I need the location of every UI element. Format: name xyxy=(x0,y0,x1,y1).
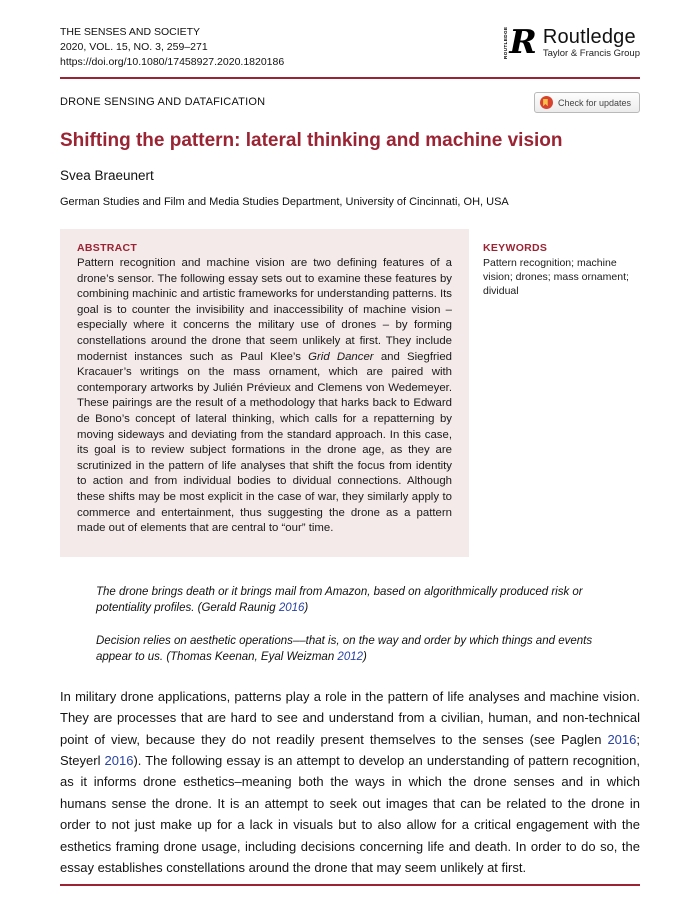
journal-doi: https://doi.org/10.1080/17458927.2020.1820186 xyxy=(60,56,285,68)
routledge-r-glyph: R xyxy=(509,22,537,61)
body-seg: In military drone applications, patterns play a role in the pattern of life analyses and machine vision. They are processes that are hard to see and understand from a civilian, human, and non-technical point of view, because they do not readily present themselves to the senses (see Paglen xyxy=(60,688,640,747)
body-paragraph-1 xyxy=(60,686,640,879)
author-affiliation: German Studies and Film and Media Studies Department, University of Cincinnati, OH, USA xyxy=(60,196,509,208)
quote-close: ) xyxy=(304,601,309,614)
abstract-seg: Pattern recognition and machine vision are two defining features of a drone’s sensor. The following essay sets out to examine these features by combining machinic and artistic frameworks for understanding patterns. Its goal is to counter the invisibility and inaccessibility of machine vision – especially where it concerns the military use of drones – by forming constellations around the drone that seem unlikely at first. They include modernist instances such as Paul Klee’s xyxy=(77,257,452,363)
check-for-updates-label: Check for updates xyxy=(557,97,631,108)
keywords-text: Pattern recognition; machine vision; drones; mass ornament; dividual xyxy=(483,257,629,297)
abstract-work-title: Grid Dancer xyxy=(308,350,374,363)
citation-link-paglen-2016[interactable]: 2016 xyxy=(607,731,637,747)
article-section-label: DRONE SENSING AND DATAFICATION xyxy=(60,96,266,108)
keywords-column xyxy=(483,229,630,298)
crossmark-icon xyxy=(540,96,553,109)
citation-link-raunig-2016[interactable]: 2016 xyxy=(278,601,305,614)
quote-text: Decision relies on aesthetic operations––that is, on the way and order by which things and events appear to us. (Thomas Keenan, Eyal Weizman xyxy=(96,634,593,663)
publisher-logo xyxy=(503,22,640,60)
routledge-logo-icon xyxy=(503,24,536,60)
publisher-name: Routledge xyxy=(542,26,636,48)
quote-close: ) xyxy=(363,650,367,663)
abstract-label: ABSTRACT xyxy=(77,242,138,254)
keywords-label: KEYWORDS xyxy=(483,242,548,254)
footer-rule xyxy=(60,884,640,886)
section-row xyxy=(60,92,640,113)
article-title: Shifting the pattern: lateral thinking and machine vision xyxy=(60,130,563,151)
header-rule xyxy=(60,77,640,79)
publisher-tagline: Taylor & Francis Group xyxy=(542,48,640,59)
citation-link-steyerl-2016[interactable]: 2016 xyxy=(104,752,134,768)
abstract-area xyxy=(60,229,640,557)
body-seg: ; Steyerl xyxy=(60,731,640,768)
publisher-wordmark xyxy=(543,26,640,59)
abstract-text xyxy=(77,256,452,537)
epigraph-quote-2 xyxy=(96,633,626,665)
body-seg: ). The following essay is an attempt to develop an understanding of pattern recognition, as it informs drone esthetics–meaning both the ways in which the drone senses and in which humans sense the drone. It is an attempt to seek out images that can be related to the drone in order to not just make up for a lack in visuals but to also allow for a critical engagement with the esthetics framing drone usage, including decisions concerning life and death. In order to do so, the essay establishes constellations around the drone that may seem unlikely at first. xyxy=(60,752,640,875)
abstract-seg: and Siegfried Kracauer’s writings on the mass ornament, which are paired with contemporary artworks by Julién Prévieux and Clemens von Wedemeyer. These pairings are the result of a methodology that harks back to Edward de Bono’s concept of lateral thinking, which calls for a repatterning by moving sideways and deviating from the standard approach. In this case, its goal is to review subject formations in the drone age, as they are scrutinized in the pattern of life analyses that shift the focus from identity to action and from individual bodies to dividual connections. Although these shifts may be most explicit in the case of war, they similarly apply to commerce and entertainment, thus suggesting the drone as a pattern made out of elements that are central to “our” time. xyxy=(77,350,453,535)
routledge-vertical-text: ROUTLEDGE xyxy=(503,26,509,60)
quote-text: The drone brings death or it brings mail from Amazon, based on algorithmically produced risk or potentiality profiles. (Gerald Raunig xyxy=(96,585,583,614)
check-for-updates-button[interactable] xyxy=(534,92,640,113)
journal-issue: 2020, VOL. 15, NO. 3, 259–271 xyxy=(60,41,208,53)
author-name: Svea Braeunert xyxy=(60,168,154,183)
epigraph-quote-1 xyxy=(96,584,626,616)
abstract-box xyxy=(60,229,469,557)
journal-meta xyxy=(60,22,284,70)
journal-name: THE SENSES AND SOCIETY xyxy=(60,26,201,38)
page-header xyxy=(60,22,640,70)
citation-link-keenan-weizman-2012[interactable]: 2012 xyxy=(337,650,364,663)
